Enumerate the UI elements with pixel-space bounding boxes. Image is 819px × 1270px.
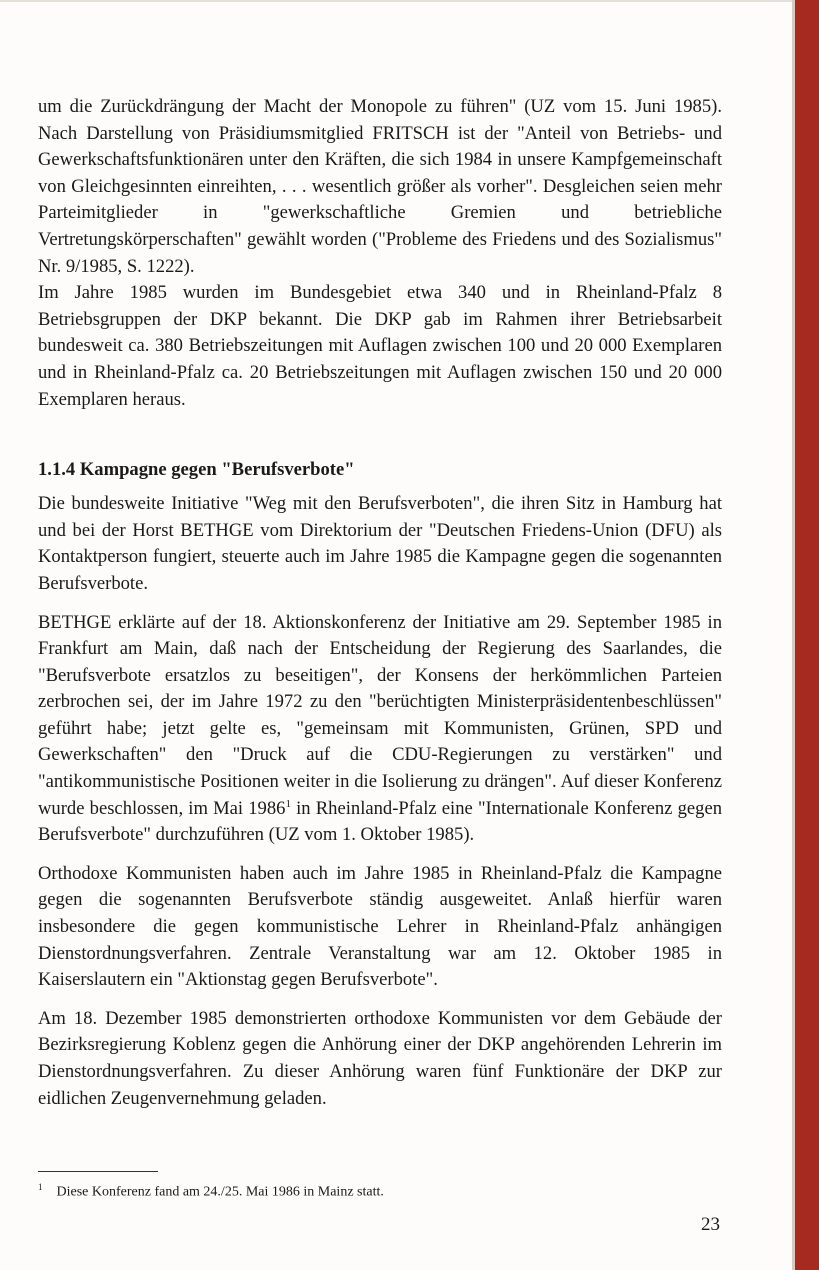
- paragraph-bethge-continuation: in Rheinland-Pfalz eine "Internationale Konferenz gegen Berufsverbote" durchzuführen (UZ vom 1. Oktober 1985).: [38, 797, 723, 846]
- footnote: [38, 1177, 722, 1203]
- book-spine-band: [795, 0, 819, 1270]
- paragraph-bethge: [38, 610, 722, 849]
- paragraph-koblenz: Am 18. Dezember 1985 demonstrierten orthodoxe Kommunisten vor dem Gebäude der Bezirksregierung Koblenz gegen die Anhörung einer der DKP angehörenden Lehrerin im Dienstordnungsverfahren. Zu dieser Anhörung waren fünf Funktionäre der DKP zur eidlichen Zeugenvernehmung geladen.: [38, 1007, 722, 1109]
- section-heading: 1.1.4 Kampagne gegen "Berufsverbote": [38, 459, 355, 481]
- page-body: [38, 94, 722, 1112]
- page-number: 23: [701, 1214, 720, 1235]
- paragraph-rheinland-pfalz: Orthodoxe Kommunisten haben auch im Jahre 1985 in Rheinland-Pfalz die Kampagne gegen die sogenannten Berufsverbote ständig ausgeweitet. Anlaß hierfür waren insbesondere die gegen kommunistische Lehrer in Rheinland-Pfalz anhängigen Dienstordnungsverfahren. Zentrale Veranstaltung war am 12. Oktober 1985 in Kaiserslautern ein "Aktionstag gegen Berufsverbote".: [38, 862, 722, 991]
- paragraph-monopole: um die Zurückdrängung der Macht der Monopole zu führen" (UZ vom 15. Juni 1985). Nach Darstellung von Präsidiumsmitglied FRITSCH ist der "Anteil von Betriebs- und Gewerkschaftsfunktionären unter den Kräften, die sich 1984 in unsere Kampfgemeinschaft von Gleichgesinnten einreihten, . . . wesentlich größer als vorher". Desgleichen seien mehr Parteimitglieder in "gewerkschaftliche Gremien und betriebliche Vertretungskörperschaften" gewählt worden ("Probleme des Friedens und des Sozialismus" Nr. 9/1985, S. 1222).: [38, 96, 722, 277]
- paragraph-initiative: Die bundesweite Initiative "Weg mit den Berufsverboten", die ihren Sitz in Hamburg hat und bei der Horst BETHGE vom Direktorium der "Deutschen Friedens-Union (DFU) als Kontaktperson fungiert, steuerte auch im Jahre 1985 die Kampagne gegen die sogenannten Berufsverbote.: [38, 493, 722, 594]
- page-top-edge: [0, 0, 792, 2]
- paragraph-betriebsgruppen: Im Jahre 1985 wurden im Bundesgebiet etwa 340 und in Rheinland-Pfalz 8 Betriebsgruppen der DKP bekannt. Die DKP gab im Rahmen ihrer Betriebsarbeit bundesweit ca. 380 Betriebszeitungen mit Auflagen zwischen 100 und 20 000 Exemplaren und in Rheinland-Pfalz ca. 20 Betriebszeitungen mit Auflagen zwischen 150 und 20 000 Exemplaren heraus.: [38, 282, 722, 410]
- footnote-text: Diese Konferenz fand am 24./25. Mai 1986 in Mainz statt.: [56, 1184, 384, 1200]
- footnote-separator: [38, 1171, 158, 1172]
- footnote-reference[interactable]: 1: [285, 797, 291, 810]
- paragraph-bethge-text: BETHGE erklärte auf der 18. Aktionskonferenz der Initiative am 29. September 1985 in Frankfurt am Main, daß nach der Entscheidung der Regierung des Saarlandes, die "Berufsverbote ersatzlos zu beseitigen", der Konsens der herkömmlichen Parteien zerbrochen sei, der im Jahre 1972 zu den "berüchtigten Ministerpräsidentenbeschlüssen" geführt habe; jetzt gelte es, "gemeinsam mit Kommunisten, Grünen, SPD und Gewerkschaften" den "Druck auf die CDU-Regierungen zu verstärken" und "antikommunistische Positionen weiter in die Isolierung zu drängen". Auf dieser Konferenz wurde beschlossen, im Mai 1986: [38, 611, 722, 819]
- footnote-marker: 1: [38, 1182, 43, 1192]
